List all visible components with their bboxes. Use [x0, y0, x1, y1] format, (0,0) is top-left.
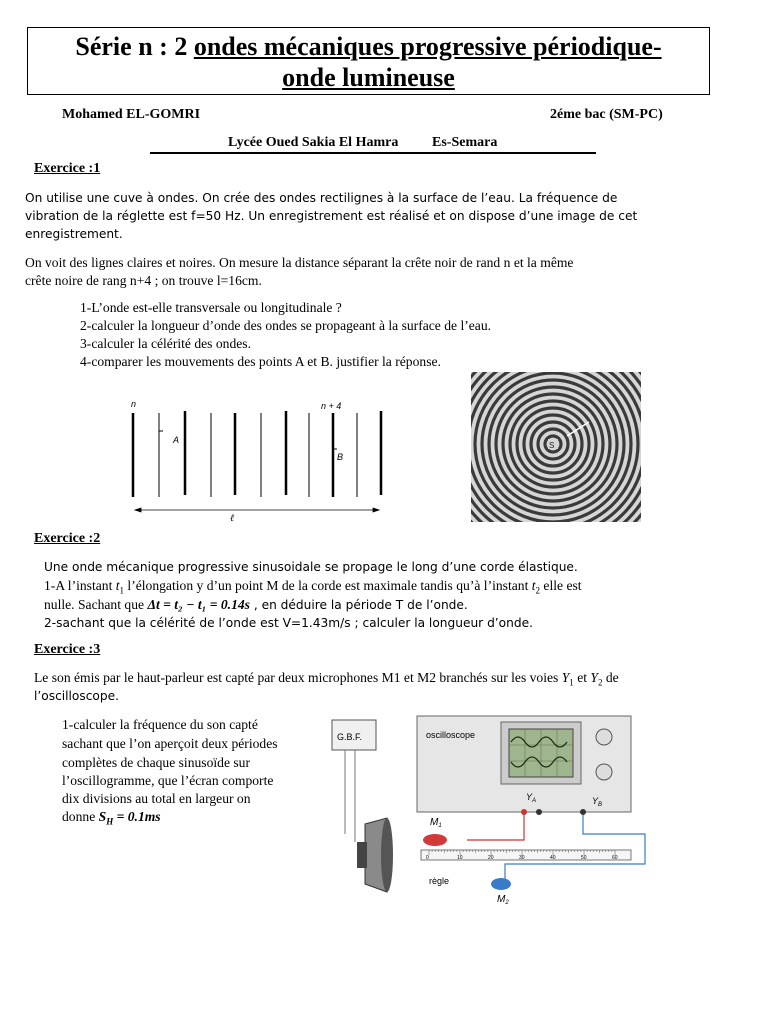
ex2-line4: 2-sachant que la célérité de l’onde est V=1.43m/s ; calculer la longueur d’onde.: [44, 616, 533, 630]
ex1-p1-line1: On utilise une cuve à ondes. On crée des ondes rectilignes à la surface de l’eau. La fréquence de: [25, 191, 618, 205]
wire-m1: [467, 815, 524, 840]
ex3-line1-a: Le son émis par le haut-parleur est capté par deux microphones M1 et M2 branchés sur les voies: [34, 670, 562, 685]
ruler-tick-label: 60: [612, 855, 618, 861]
ex3-line2: l’oscilloscope.: [34, 689, 119, 703]
ground-ya: [536, 809, 542, 815]
wire-m2: [505, 815, 645, 880]
gbf-label: G.B.F.: [337, 732, 363, 742]
ya-sub: A: [532, 798, 537, 804]
ex1-q1: 1-L’onde est-elle transversale ou longitudinale ?: [80, 300, 342, 315]
ex3-line1-b: de: [602, 670, 619, 685]
yb-symbol: Y: [592, 796, 599, 806]
ruler-label: règle: [429, 876, 450, 886]
speaker-icon: [357, 818, 393, 892]
ex3-q-line6: [62, 808, 161, 831]
y1-symbol: Y: [561, 670, 570, 685]
circular-waves-figure: [471, 372, 641, 522]
ex2-line2-a: 1-A l’instant: [44, 578, 116, 593]
sh-sub: H: [106, 816, 114, 827]
level: 2éme bac (SM-PC): [550, 107, 663, 122]
ex3-heading: Exercice :3: [34, 642, 101, 657]
ruler-tick-label: 50: [581, 855, 587, 861]
microphone-m2-icon: [491, 878, 511, 890]
ex2-heading: Exercice :2: [34, 531, 101, 546]
input-ya: [521, 809, 527, 815]
arrow-head-right: [373, 508, 379, 512]
ex3-q-line2: sachant que l’on aperçoit deux périodes: [62, 736, 278, 751]
ruler-tick-label: 0: [426, 855, 429, 861]
m2-label: [497, 894, 509, 906]
ex1-q3: 3-calculer la célérité des ondes.: [80, 336, 251, 351]
ex3-q-line4: l’oscillogramme, que l’écran comporte: [62, 773, 274, 788]
input-yb: [580, 809, 586, 815]
city: Es-Semara: [432, 135, 498, 150]
wave-lines-figure: [118, 393, 390, 523]
microphone-m1-icon: [423, 834, 447, 846]
ex2-line2-b: l’élongation y d’un point M de la corde est maximale tandis qu’à l’instant: [124, 578, 532, 593]
t2-symbol: t: [531, 578, 536, 593]
ruler-tick-label: 40: [550, 855, 556, 861]
t1-symbol: t: [115, 578, 120, 593]
ex1-q4: 4-comparer les mouvements des points A et B. justifier la réponse.: [80, 354, 441, 369]
delta-t-equation: Δt = t₂ − t₁ = 0.14s: [147, 597, 250, 612]
ex2-line3-a: nulle. Sachant que: [44, 597, 148, 612]
label-n4: n + 4: [321, 401, 342, 411]
ex3-q-line3: complètes de chaque sinusoïde sur: [62, 755, 250, 770]
ex2-line3-b: , en déduire la période T de l’onde.: [249, 598, 468, 612]
m2-symbol: M: [497, 894, 506, 905]
ruler-tick-label: 10: [457, 855, 463, 861]
ex1-q2: 2-calculer la longueur d’onde des ondes se propageant à la surface de l’eau.: [80, 318, 492, 333]
ex3-line1: [34, 669, 619, 692]
ex3-and: et: [573, 670, 591, 685]
ex3-q-line5: dix divisions au total en largeur on: [62, 791, 251, 806]
author: Mohamed EL-GOMRI: [62, 107, 201, 122]
ex1-heading: Exercice :1: [34, 161, 101, 176]
m1-label: [430, 817, 442, 829]
title-main-1: ondes mécaniques progressive périodique-: [193, 32, 662, 61]
label-a: A: [173, 435, 180, 445]
label-s: S: [549, 441, 555, 450]
label-n: n: [131, 399, 137, 409]
label-l: ℓ: [230, 513, 235, 523]
title-box: [27, 27, 710, 95]
ex2-line1: Une onde mécanique progressive sinusoidale se propage le long d’une corde élastique.: [44, 560, 578, 574]
sh-symbol: S: [98, 809, 107, 824]
m1-symbol: M: [430, 817, 439, 828]
y2-sub: 2: [597, 677, 603, 688]
title-line-1: [28, 31, 709, 63]
yb-sub: B: [598, 802, 603, 808]
t2-sub: 2: [535, 585, 541, 596]
school: Lycée Oued Sakia El Hamra: [228, 135, 399, 150]
oscilloscope-setup-figure: [325, 712, 647, 908]
title-prefix: Série n : 2: [75, 32, 194, 61]
ruler-tick-label: 30: [519, 855, 525, 861]
sh-value: = 0.1ms: [113, 809, 161, 824]
ex3-q6-a: donne: [62, 809, 99, 824]
t1-sub: 1: [119, 585, 125, 596]
y2-symbol: Y: [590, 670, 598, 685]
m1-sub: 1: [438, 823, 442, 829]
label-b: B: [337, 452, 344, 462]
ex1-p1-line3: enregistrement.: [25, 227, 123, 241]
y1-sub: 1: [569, 677, 574, 688]
knob-icon: [596, 764, 612, 780]
ex2-line2-c: elle est: [540, 578, 582, 593]
ex1-p2-line1: On voit des lignes claires et noires. On mesure la distance séparant la crête noir de rand n et la même: [25, 255, 574, 270]
ex2-line3: [44, 596, 468, 614]
ex3-q-line1: 1-calculer la fréquence du son capté: [62, 717, 258, 732]
ex1-p1-line2: vibration de la réglette est f=50 Hz. Un enregistrement est réalisé et on dispose d’une image de cet: [25, 209, 638, 223]
ex1-p2-line2: crête noire de rang n+4 ; on trouve l=16cm.: [25, 273, 262, 288]
ya-symbol: Y: [526, 792, 533, 802]
ruler-tick-label: 20: [488, 855, 494, 861]
oscilloscope-label: oscilloscope: [426, 730, 476, 740]
header-rule: [150, 152, 596, 154]
m2-sub: 2: [505, 900, 509, 906]
knob-icon: [596, 729, 612, 745]
title-main-2: onde lumineuse: [282, 63, 455, 92]
arrow-head-left: [135, 508, 141, 512]
